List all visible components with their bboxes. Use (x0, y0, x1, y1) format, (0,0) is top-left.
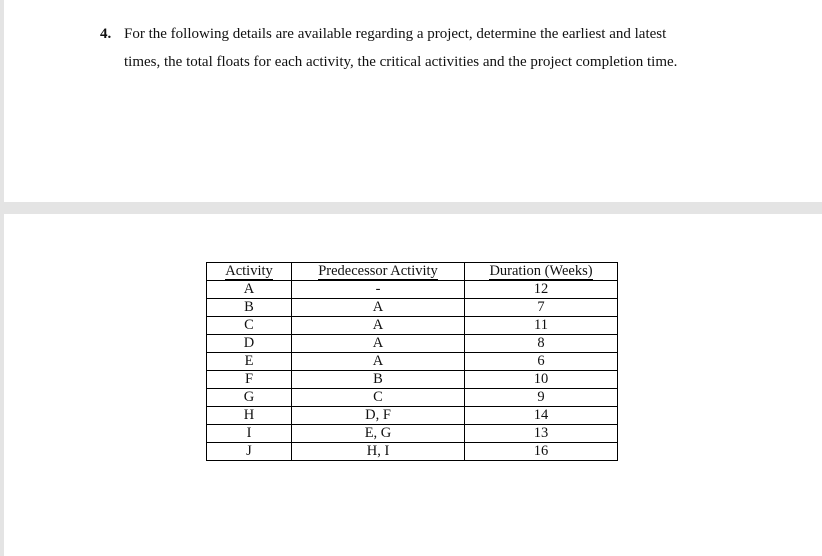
cell-predecessor: A (292, 317, 465, 335)
question-line-1-text: For the following details are available regarding a project, determine the earliest and latest (124, 26, 667, 42)
document-page-1 (4, 0, 822, 202)
table-row (207, 371, 618, 389)
table-row (207, 407, 618, 425)
cell-duration: 12 (465, 281, 618, 299)
question-number: 4. (100, 26, 112, 42)
cell-predecessor: - (292, 281, 465, 299)
table-row (207, 317, 618, 335)
cell-predecessor: B (292, 371, 465, 389)
cell-activity: G (207, 389, 292, 407)
cell-duration: 11 (465, 317, 618, 335)
table-row (207, 389, 618, 407)
table-row (207, 353, 618, 371)
table-row (207, 335, 618, 353)
cell-predecessor: A (292, 335, 465, 353)
cell-activity: E (207, 353, 292, 371)
header-duration: Duration (Weeks) (465, 263, 618, 281)
cell-predecessor: A (292, 353, 465, 371)
header-activity: Activity (207, 263, 292, 281)
question-line-2-text: times, the total floats for each activity, the critical activities and the project completion time. (124, 54, 678, 70)
cell-predecessor: D, F (292, 407, 465, 425)
cell-duration: 13 (465, 425, 618, 443)
cell-predecessor: C (292, 389, 465, 407)
cell-duration: 10 (465, 371, 618, 389)
cell-activity: A (207, 281, 292, 299)
question-line-2 (100, 48, 780, 76)
cell-activity: F (207, 371, 292, 389)
table-row (207, 281, 618, 299)
header-predecessor: Predecessor Activity (292, 263, 465, 281)
cell-duration: 6 (465, 353, 618, 371)
cell-activity: H (207, 407, 292, 425)
cell-duration: 16 (465, 443, 618, 461)
cell-activity: B (207, 299, 292, 317)
question-line-1 (100, 20, 780, 48)
table-row (207, 443, 618, 461)
activity-table (206, 262, 618, 461)
cell-predecessor: A (292, 299, 465, 317)
cell-duration: 7 (465, 299, 618, 317)
cell-duration: 8 (465, 335, 618, 353)
table-row (207, 425, 618, 443)
document-page-2 (4, 214, 822, 556)
table-header-row (207, 263, 618, 281)
cell-predecessor: H, I (292, 443, 465, 461)
table-row (207, 299, 618, 317)
cell-duration: 14 (465, 407, 618, 425)
question-text (100, 20, 780, 76)
cell-activity: C (207, 317, 292, 335)
cell-duration: 9 (465, 389, 618, 407)
cell-activity: J (207, 443, 292, 461)
cell-predecessor: E, G (292, 425, 465, 443)
cell-activity: I (207, 425, 292, 443)
cell-activity: D (207, 335, 292, 353)
